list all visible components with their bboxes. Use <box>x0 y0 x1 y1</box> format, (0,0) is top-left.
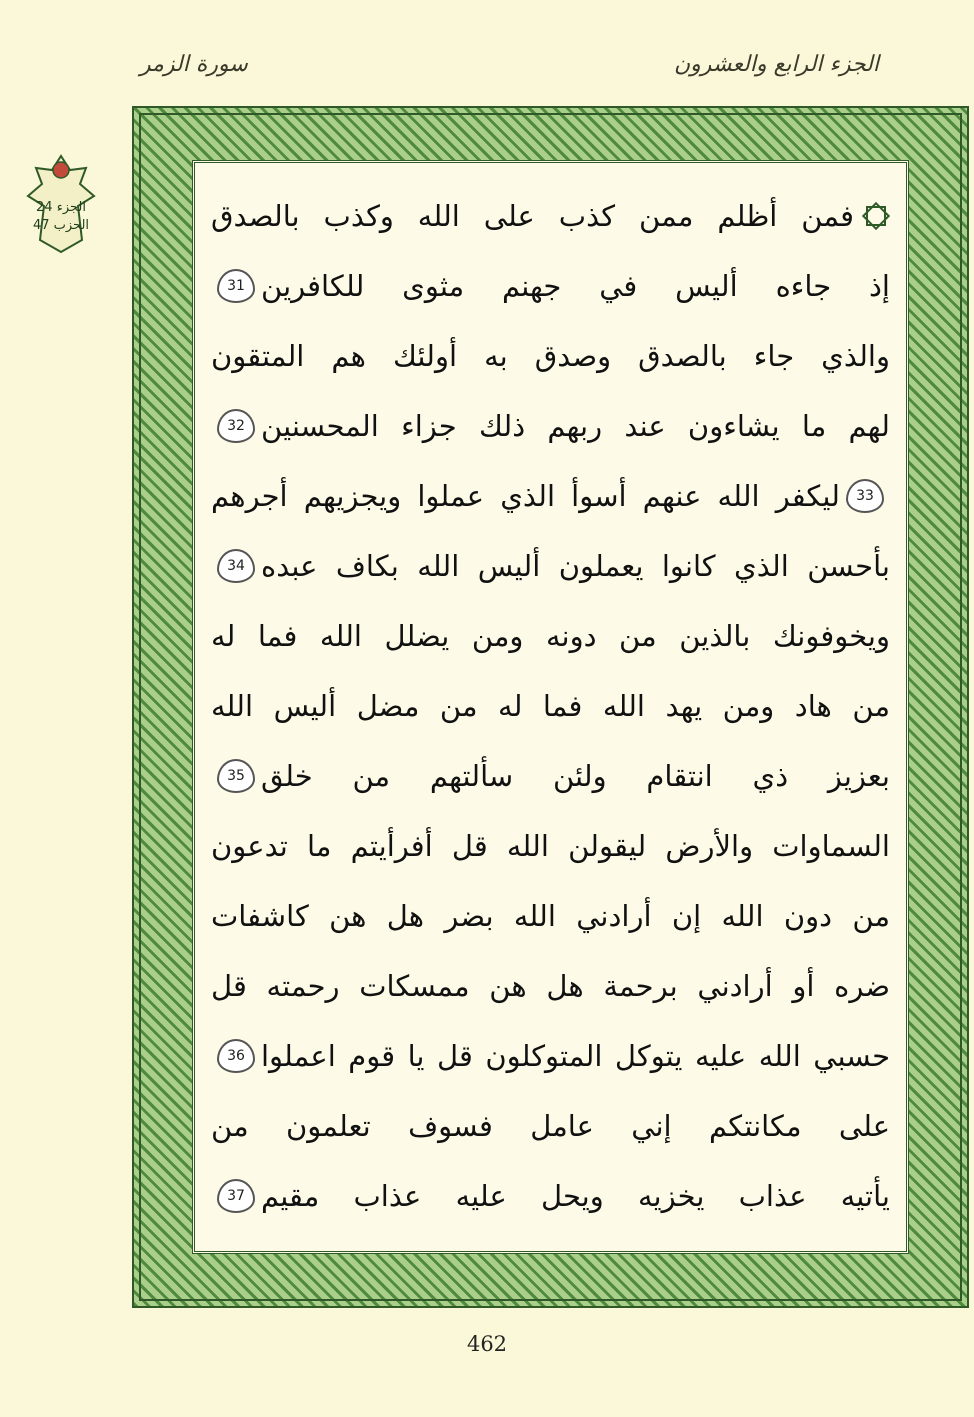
line-text: إذ جاءه أليس في جهنم مثوى للكافرين <box>261 269 890 303</box>
text-line <box>195 951 906 1021</box>
line-text: على مكانتكم إني عامل فسوف تعلمون من <box>211 1109 890 1143</box>
juz-hizb-marker <box>22 148 100 266</box>
text-line <box>195 321 906 391</box>
line-text: فمن أظلم ممن كذب على الله وكذب بالصدق <box>211 199 854 233</box>
text-line <box>195 1161 906 1231</box>
text-panel <box>192 160 909 1254</box>
line-text: والذي جاء بالصدق وصدق به أولئك هم المتقون <box>211 339 890 373</box>
text-line <box>195 1021 906 1091</box>
line-text: حسبي الله عليه يتوكل المتوكلون قل يا قوم اعملوا <box>261 1039 890 1073</box>
text-line <box>195 251 906 321</box>
text-line <box>195 671 906 741</box>
line-text: السماوات والأرض ليقولن الله قل أفرأيتم ما تدعون <box>211 829 890 863</box>
line-text: ضره أو أرادني برحمة هل هن ممسكات رحمته قل <box>211 969 890 1003</box>
line-text: ويخوفونك بالذين من دونه ومن يضلل الله فما له <box>211 619 890 653</box>
line-text: من هاد ومن يهد الله فما له من مضل أليس الله <box>211 689 890 723</box>
text-line <box>195 461 906 531</box>
text-line <box>195 1091 906 1161</box>
surah-header: سورة الزمر <box>140 52 248 77</box>
line-text: بأحسن الذي كانوا يعملون أليس الله بكاف عبده <box>261 549 890 583</box>
ayah-number-icon: 36 <box>217 1039 255 1073</box>
ayah-number-icon: 34 <box>217 549 255 583</box>
juz-header: الجزء الرابع والعشرون <box>674 52 879 77</box>
ayah-number-icon: 31 <box>217 269 255 303</box>
hizb-label: الحزب 47 <box>32 218 90 233</box>
page-number: 462 <box>466 1332 508 1356</box>
line-text: ليكفر الله عنهم أسوأ الذي عملوا ويجزيهم أجرهم <box>211 479 840 513</box>
text-line <box>195 391 906 461</box>
ayah-number-icon: 37 <box>217 1179 255 1213</box>
line-text: من دون الله إن أرادني الله بضر هل هن كاشفات <box>211 899 890 933</box>
line-text: لهم ما يشاءون عند ربهم ذلك جزاء المحسنين <box>261 409 890 443</box>
ornamental-border <box>132 106 969 1308</box>
text-line <box>195 741 906 811</box>
juz-label: الجزء 24 <box>36 200 86 215</box>
line-text: يأتيه عذاب يخزيه ويحل عليه عذاب مقيم <box>261 1179 890 1213</box>
ayah-number-icon: 35 <box>217 759 255 793</box>
text-line <box>195 601 906 671</box>
text-line <box>195 181 906 251</box>
text-line <box>195 811 906 881</box>
ayah-number-icon: 32 <box>217 409 255 443</box>
text-line <box>195 531 906 601</box>
line-text: بعزيز ذي انتقام ولئن سألتهم من خلق <box>261 759 890 793</box>
text-line <box>195 881 906 951</box>
ayah-number-icon: 33 <box>846 479 884 513</box>
rub-el-hizb-icon <box>862 202 890 230</box>
